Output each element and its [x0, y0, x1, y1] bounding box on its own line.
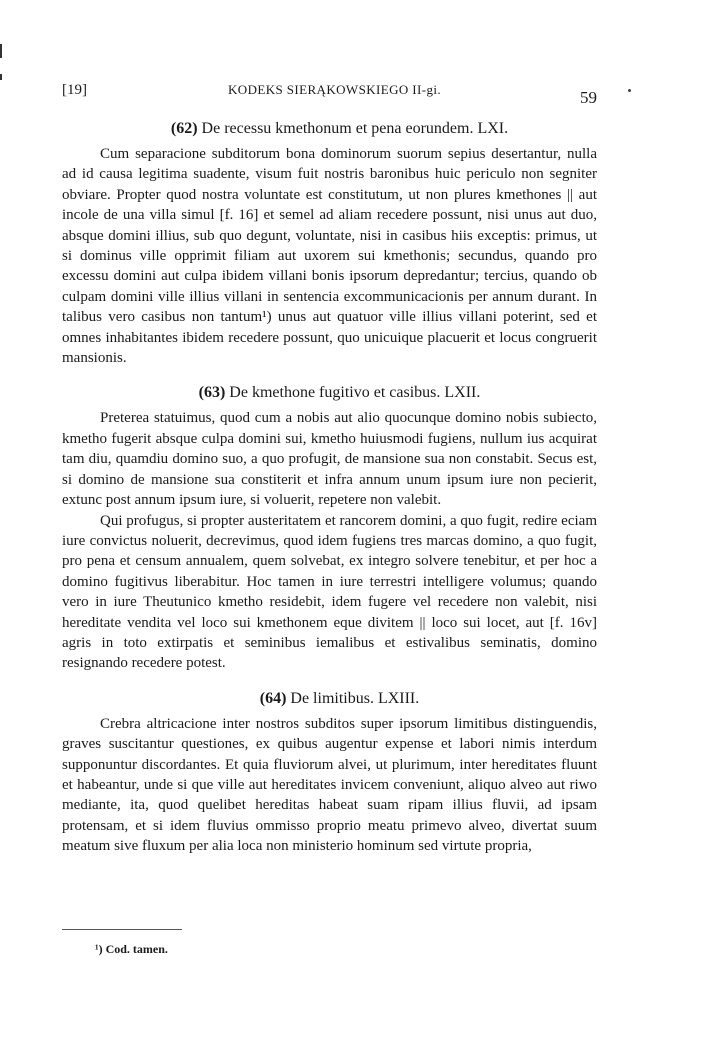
section-title: [62, 688, 597, 710]
scan-dot: [628, 89, 631, 92]
header-folio: [19]: [62, 82, 87, 98]
paragraph: Crebra altricacione inter nostros subditos super ipsorum limitibus distinguendis, graves suscitantur questiones, ex quibus augentur expense et labori nimis interdum supponuntur discordantes. Et quia fluviorum alvei, ut plurimum, inter hereditates fluunt et habeantur, unde si que ville aut hereditates invicem conveniunt, aliquo alveo aut riwo mediante, ita, quod quelibet hereditas habeat suam ripam illius fluvii, ad ipsam protensam, et si idem fluvius ommisso proprio meatu primevo alveo, divertat suum meatum sive fluxum per alia loca non ministerio hominum sed virtute propria,: [62, 715, 597, 855]
main-text: [62, 118, 597, 857]
footnote-divider: [62, 929, 182, 930]
section-gap: [62, 674, 597, 688]
footnote: ¹) Cod. tamen.: [95, 942, 168, 956]
section-heading: De limitibus. LXIII.: [286, 689, 420, 707]
section-gap: [62, 368, 597, 382]
paragraph: Qui profugus, si propter austeritatem et rancorem domini, a quo fugit, redire eciam iure convictus noluerit, decrevimus, quod idem fugiens tres marcas domino, a quo fugit, pro pena et censum annualem, quem solvebat, ex integro solvere tenebitur, et per hoc a domino fugitivus liberabitur. Hoc tamen in iure terrestri intelligere volumus; quando vero in iure Theutunico kmetho residebit, idem fugere vel recedere non valebit, nisi hereditate vendita vel loco sui kmethonem eque divitem || loco sui locet, aut [f. 16v] agris in toto extirpatis et seminibus iemalibus et estivalibus seminatis, domino resignando recedere potest.: [62, 512, 597, 672]
section-63: [62, 382, 597, 673]
scan-edge-mark: [0, 44, 2, 58]
section-number: (62): [170, 120, 198, 137]
section-62: [62, 118, 597, 368]
section-title: [62, 382, 597, 404]
page-number: 59: [580, 88, 597, 107]
section-number: (64): [259, 689, 287, 707]
section-64: [62, 688, 597, 857]
paragraph: Preterea statuimus, quod cum a nobis aut alio quocunque domino nobis subiecto, kmetho fugerit absque culpa domini sui, kmetho huiusmodi fugiens, nullum ius acquirat tam diu, quamdiu domino suo, a quo profugit, de mansione sua non constabit. Secus est, si domino de mansione sua constiterit et infra annum unum ipsum iure non pecierit, extunc post annum ipsum iure, si voluerit, repetere non valebit.: [62, 410, 597, 509]
section-number: (63): [198, 384, 226, 402]
running-header: [60, 78, 600, 108]
section-heading: De recessu kmethonum et pena eorundem. LXI.: [197, 120, 509, 137]
section-title: [62, 118, 597, 140]
paragraph: Cum separacione subditorum bona dominorum suorum sepius desertantur, nulla ad id causa legitima suadente, visum fuit nostris baronibus huic periculo non segniter obviare. Propter quod nostra voluntate est constitutum, ut non plures kmethones || aut incole de una villa simul [f. 16] et semel ad aliam recedere possunt, nisi unus aut duo, absque domini illius, sub quo degunt, voluntate, nisi in casibus hiis exceptis: primus, ut si dominus ville opprimit filiam aut uxorem sui kmethonis; secundus, quando pro excessu domini aut culpa ibidem villani bonis ipsorum depredantur; tercius, quando ob culpam domini ville illius villani in sentencia excommunicacionis per annum durant. In talibus vero casibus non tantum¹) unus aut quatuor ville illius villani poterint, sed et omnes inhabitantes ibidem recedere possunt, quo unicuique placuerit et locus congruerit mansionis.: [62, 146, 597, 367]
header-title: KODEKS SIERĄKOWSKIEGO II-gi.: [228, 82, 442, 97]
section-heading: De kmethone fugitivo et casibus. LXII.: [225, 384, 481, 402]
scan-edge-mark: [0, 74, 2, 80]
